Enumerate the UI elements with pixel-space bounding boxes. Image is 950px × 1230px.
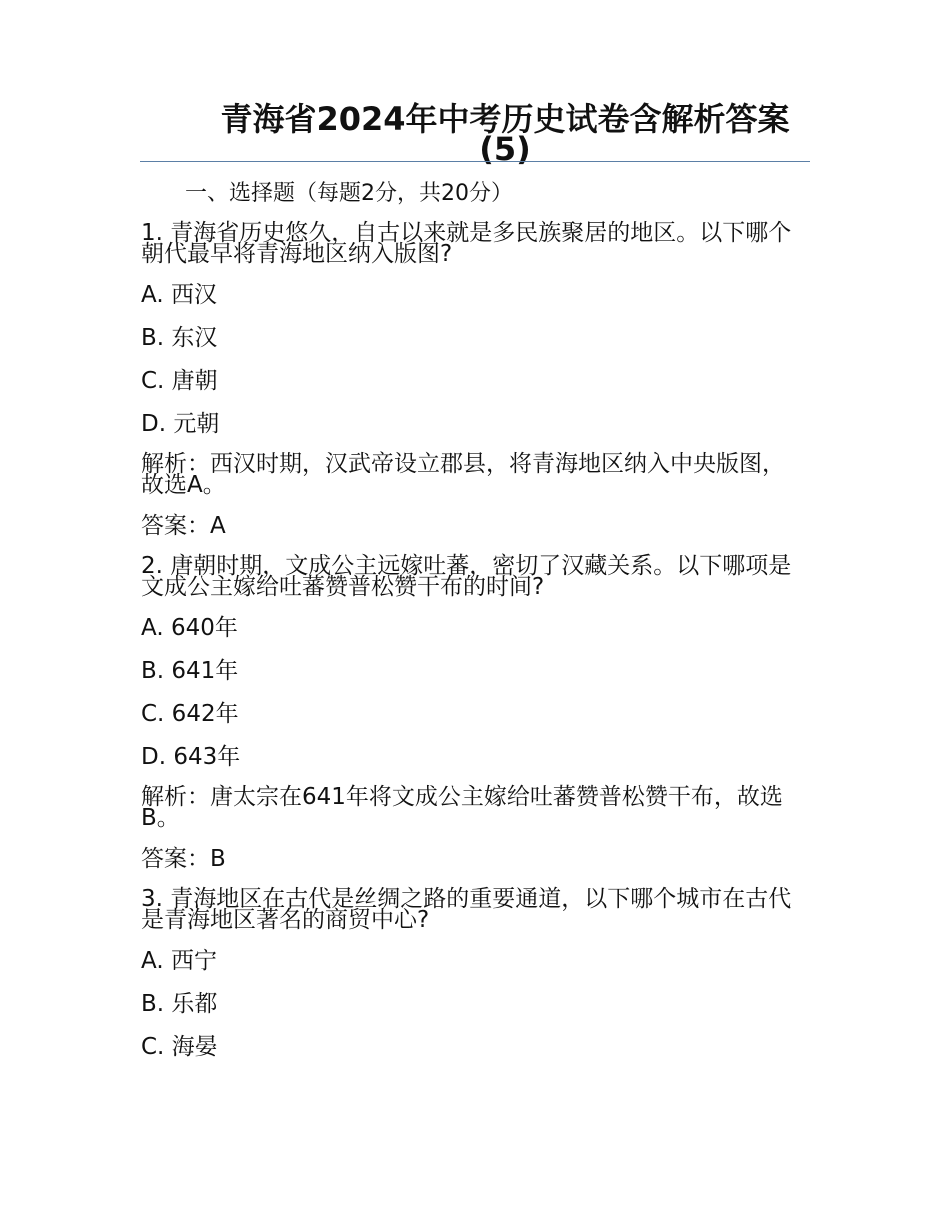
analysis-text: 解析：唐太宗在641年将文成公主嫁给吐蕃赞普松赞干布，故选B。 xyxy=(141,784,783,831)
question-list xyxy=(141,220,801,1077)
option: B. 641年 xyxy=(141,658,239,684)
option: D. 643年 xyxy=(141,744,241,770)
answer-text: 答案：A xyxy=(141,513,226,539)
option: C. 唐朝 xyxy=(141,368,218,394)
option: D. 元朝 xyxy=(141,411,220,437)
page-title: 青海省2024年中考历史试卷含解析答案(5) xyxy=(220,100,790,168)
question-text: 2. 唐朝时期，文成公主远嫁吐蕃，密切了汉藏关系。以下哪项是文成公主嫁给吐蕃赞普松赞干布的时间? xyxy=(141,553,792,600)
option: B. 东汉 xyxy=(141,325,218,351)
option: C. 海晏 xyxy=(141,1034,218,1060)
option: A. 西汉 xyxy=(141,282,217,308)
section-heading: 一、选择题（每题2分，共20分） xyxy=(185,181,513,206)
option: C. 642年 xyxy=(141,701,239,727)
option: A. 640年 xyxy=(141,615,238,641)
question-text: 1. 青海省历史悠久，自古以来就是多民族聚居的地区。以下哪个朝代最早将青海地区纳入版图? xyxy=(141,220,792,267)
option: A. 西宁 xyxy=(141,948,217,974)
title-divider xyxy=(140,161,810,162)
analysis-text: 解析：西汉时期，汉武帝设立郡县，将青海地区纳入中央版图，故选A。 xyxy=(141,451,785,498)
option: B. 乐都 xyxy=(141,991,218,1017)
answer-text: 答案：B xyxy=(141,846,226,872)
question-text: 3. 青海地区在古代是丝绸之路的重要通道，以下哪个城市在古代是青海地区著名的商贸中心? xyxy=(141,886,792,933)
